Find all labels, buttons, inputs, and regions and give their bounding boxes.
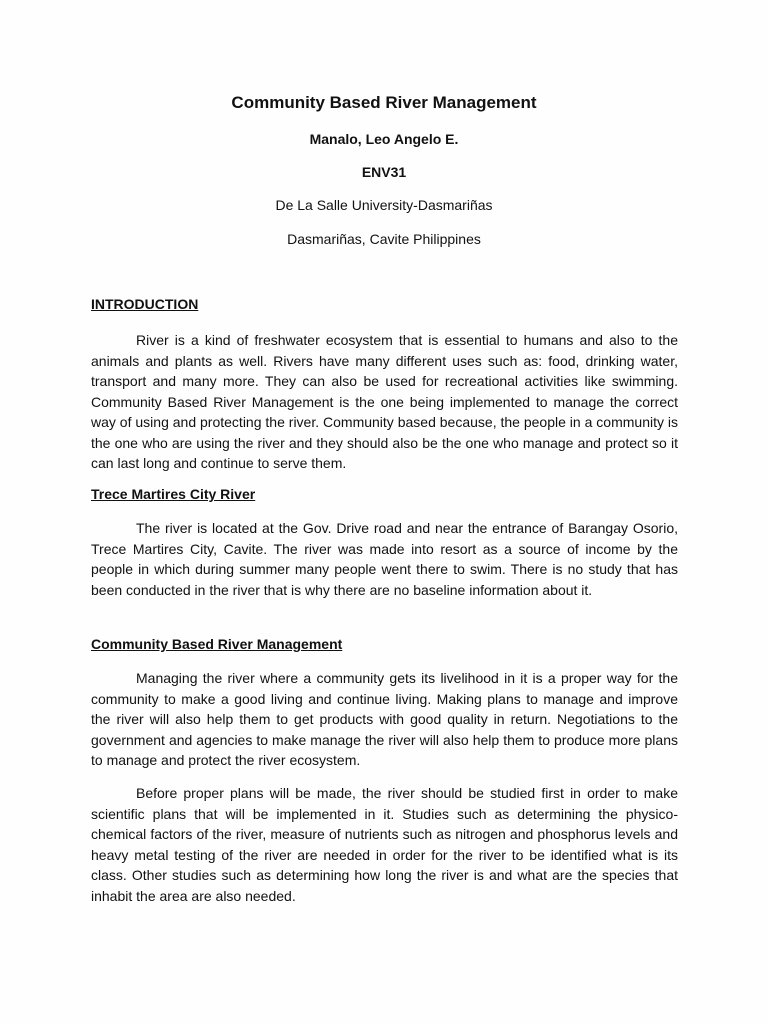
school-location: Dasmariñas, Cavite Philippines xyxy=(287,231,481,247)
section-heading-introduction: INTRODUCTION xyxy=(91,296,199,312)
trece-martires-river-paragraph: The river is located at the Gov. Drive road and near the entrance of Barangay Osorio, Trece Martires City, Cavite. The river was made into resort as a source of income by the people in which during summer many people went there to swim. There is no study that has been conducted in the river that is why there are no baseline information about it. xyxy=(91,520,678,598)
community-management-paragraph-1: Managing the river where a community gets its livelihood in it is a proper way for the community to make a good living and continue living. Making plans to manage and improve the river will also help them to get products with good quality in return. Negotiations to the government and agencies to make manage the river will also help them to produce more plans to manage and protect the river ecosystem. xyxy=(91,670,678,768)
document-title: Community Based River Management xyxy=(231,93,537,112)
section-heading-trece-martires-river: Trece Martires City River xyxy=(91,486,256,502)
community-management-paragraph-2: Before proper plans will be made, the river should be studied first in order to make scientific plans that will be implemented in it. Studies such as determining the physico-chemical factors of the river, measure of nutrients such as nitrogen and phosphorus levels and heavy metal testing of the river are needed in order for the river to be identified what is its class. Other studies such as determining how long the river is and what are the species that inhabit the area are also needed. xyxy=(91,785,678,904)
course-code: ENV31 xyxy=(361,164,407,180)
introduction-paragraph: River is a kind of freshwater ecosystem that is essential to humans and also to the animals and plants as well. Rivers have many different uses such as: food, drinking water, transport and many more. They can also be used for recreational activities like swimming. Community Based River Management is the one being implemented to manage the correct way of using and protecting the river. Community based because, the people in a community is the one who are using the river and they should also be the one who manage and protect so it can last long and continue to serve them. xyxy=(91,332,678,471)
section-heading-community-based-river-management: Community Based River Management xyxy=(91,636,343,652)
school-name: De La Salle University-Dasmariñas xyxy=(275,197,493,213)
author-name: Manalo, Leo Angelo E. xyxy=(309,131,459,147)
